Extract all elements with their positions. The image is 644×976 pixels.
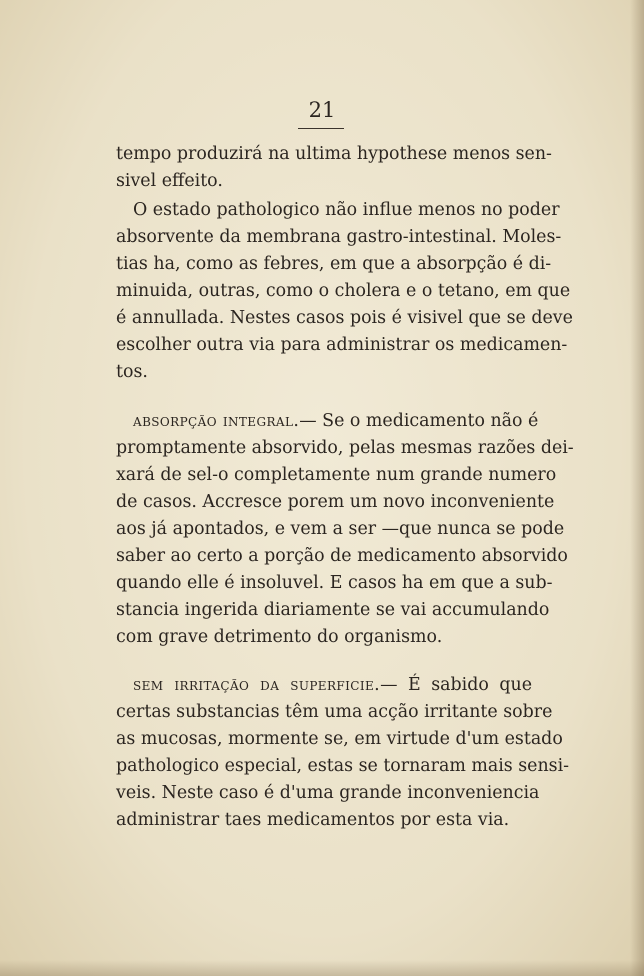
text-line: tos. bbox=[116, 362, 148, 382]
paragraph-pathological-state bbox=[116, 197, 573, 386]
paragraph-continuation bbox=[116, 141, 552, 195]
text-line: xará de sel-o completamente num grande numero bbox=[116, 465, 557, 485]
text-line: stancia ingerida diariamente se vai accumulando bbox=[116, 600, 550, 620]
text-line: minuida, outras, como o cholera e o tetano, em que bbox=[116, 281, 571, 301]
text-line: com grave detrimento do organismo. bbox=[116, 627, 443, 647]
text-line: absorvente da membrana gastro-intestinal. Moles- bbox=[116, 227, 562, 247]
text-line: sivel effeito. bbox=[116, 171, 223, 191]
text-line: certas substancias têm uma acção irritante sobre bbox=[116, 702, 553, 722]
section-sem-irritacao bbox=[116, 672, 570, 834]
text-line: de casos. Accresce porem um novo inconveniente bbox=[116, 492, 555, 512]
text-line: é annullada. Nestes casos pois é visivel que se deve bbox=[116, 308, 573, 328]
text-line: aos já apontados, e vem a ser —que nunca se pode bbox=[116, 519, 565, 539]
section-lead-text: — Se o medicamento não é bbox=[299, 411, 539, 431]
text-line: pathologico especial, estas se tornaram mais sensi- bbox=[116, 756, 570, 776]
section-lead-text: — É sabido que bbox=[380, 675, 532, 695]
text-line: tias ha, como as febres, em que a absorpção é di- bbox=[116, 254, 552, 274]
text-line: as mucosas, mormente se, em virtude d'um estado bbox=[116, 729, 563, 749]
page-edge-shadow bbox=[630, 0, 644, 976]
text-line: administrar taes medicamentos por esta via. bbox=[116, 810, 510, 830]
page-number-rule bbox=[298, 128, 344, 129]
text-line: veis. Neste caso é d'uma grande inconveniencia bbox=[116, 783, 540, 803]
section-heading-line bbox=[116, 672, 532, 699]
text-line: O estado pathologico não influe menos no poder bbox=[133, 200, 560, 220]
text-line: quando elle é insoluvel. E casos ha em que a sub- bbox=[116, 573, 553, 593]
section-absorpcao-integral bbox=[116, 408, 574, 651]
text-line: saber ao certo a porção de medicamento absorvido bbox=[116, 546, 568, 566]
section-heading: absorpção integral. bbox=[133, 411, 300, 431]
text-line: promptamente absorvido, pelas mesmas razões dei- bbox=[116, 438, 574, 458]
section-heading: sem irritação da superficie. bbox=[133, 675, 381, 695]
section-heading-line bbox=[116, 408, 539, 435]
text-line: tempo produzirá na ultima hypothese menos sen- bbox=[116, 144, 552, 164]
page-bottom-shadow bbox=[0, 960, 644, 976]
text-line: escolher outra via para administrar os medicamen- bbox=[116, 335, 568, 355]
page-number: 21 bbox=[308, 98, 336, 122]
